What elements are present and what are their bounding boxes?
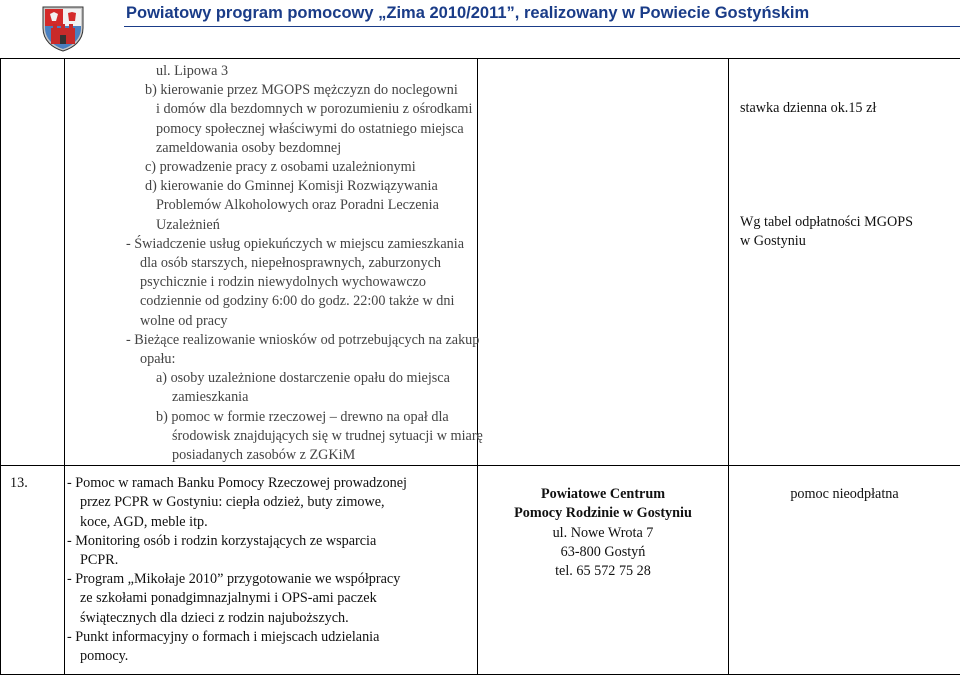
cost-rate: stawka dzienna ok.15 zł (740, 99, 954, 118)
program-table (0, 58, 960, 675)
row-number-cell: 13. (1, 466, 65, 675)
place-cell (478, 59, 729, 466)
table-row (1, 466, 960, 675)
institution-phone: tel. 65 572 75 28 (478, 562, 728, 581)
cost-cell (729, 466, 960, 675)
cost-note: pomoc nieodpłatna (729, 485, 960, 504)
institution-city: 63-800 Gostyń (478, 543, 728, 562)
page-header (0, 0, 960, 58)
header-divider (124, 26, 960, 27)
place-cell (478, 466, 729, 675)
institution-name: Powiatowe Centrum (478, 485, 728, 504)
description-cell: - Pomoc w ramach Banku Pomocy Rzeczowej prowadzonej przez PCPR w Gostyniu: ciepła odzież, buty zimowe, koce, AGD, meble itp. - Monitoring osób i rodzin korzystających ze wsparcia PCPR. - Program „Mikołaje 2010” przygotowanie we współpracy ze szkołami ponadgimnazjalnymi i OPS-ami paczek świątecznych dla dzieci z rodzin najuboższych. - Punkt informacyjny o formach i miejscach udzielania pomocy. (65, 466, 478, 675)
institution-name-cont: Pomocy Rodzinie w Gostyniu (478, 504, 728, 523)
coat-of-arms-icon (40, 4, 86, 52)
program-title: Powiatowy program pomocowy „Zima 2010/2011”, realizowany w Powiecie Gostyńskim (126, 4, 809, 23)
description-cell: ul. Lipowa 3 b) kierowanie przez MGOPS mężczyzn do noclegowni i domów dla bezdomnych w porozumieniu z ośrodkami pomocy społecznej właściwymi do ostatniego miejsca zameldowania osoby bezdomnej c) prowadzenie pracy z osobami uzależnionymi d) kierowanie do Gminnej Komisji Rozwiązywania Problemów Alkoholowych oraz Poradni Leczenia Uzależnień - Świadczenie usług opiekuńczych w miejscu zamieszkania dla osób starszych, niepełnosprawnych, zaburzonych psychicznie i rodzin niewydolnych wychowawczo codziennie od godziny 6:00 do godz. 22:00 także w dni wolne od pracy - Bieżące realizowanie wniosków od potrzebujących na zakup opału: a) osoby uzależnione dostarczenie opału do miejsca zamieszkania b) pomoc w formie rzeczowej – drewno na opał dla środowisk znajdujących się w trudnej sytuacji w miarę posiadanych zasobów z ZGKiM (65, 59, 478, 466)
row-number-cell (1, 59, 65, 466)
table-row (1, 59, 960, 466)
institution-street: ul. Nowe Wrota 7 (478, 524, 728, 543)
cost-table-ref: Wg tabel odpłatności MGOPS (740, 213, 954, 232)
cost-cell: stawka dzienna ok.15 zł Wg tabel odpłatności MGOPS w Gostyniu (729, 59, 960, 466)
